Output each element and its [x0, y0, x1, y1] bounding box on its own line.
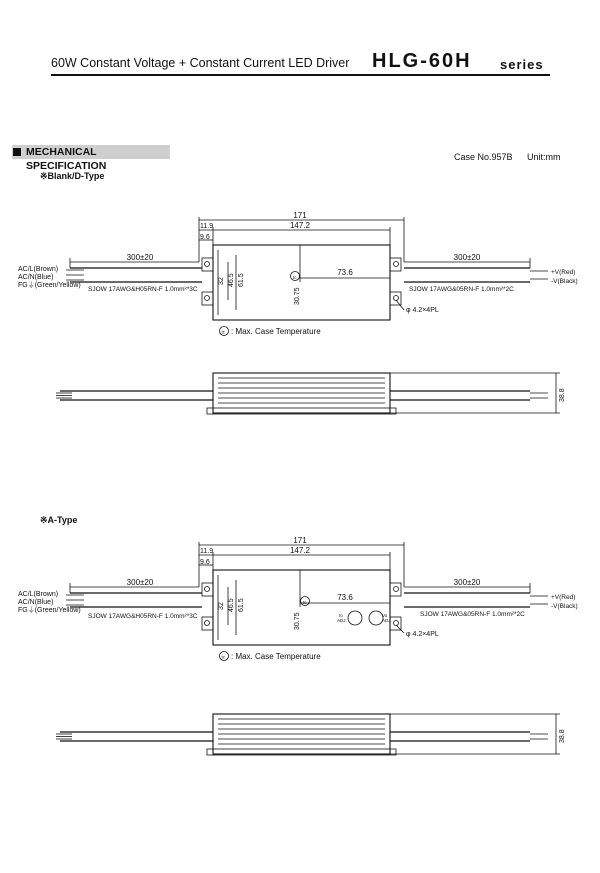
mounting-hole-spec: φ 4.2×4PL: [406, 307, 439, 314]
dim-height: 38.8: [559, 729, 566, 743]
dim-73-6: 73.6: [337, 593, 353, 602]
output-cable-spec: SJOW 17AWG&05RN-F 1.0mm²*2C: [409, 286, 514, 293]
dim-body-length: 147.2: [289, 221, 311, 230]
vo-adj-label-1: Vo: [382, 613, 388, 618]
blank-type-top-view: [0, 205, 600, 345]
wire-ac-l-label: AC/L(Brown): [18, 266, 59, 273]
tc-point-label: tc: [293, 275, 297, 280]
vo-adj-potentiometer-icon[interactable]: [369, 611, 383, 625]
header-rule: [51, 74, 550, 76]
io-adj-potentiometer-icon[interactable]: [348, 611, 362, 625]
dim-output-cable-length: 300±20: [453, 578, 481, 587]
series-label: series: [500, 57, 544, 72]
dim-end: 11.9: [200, 223, 214, 230]
dim-input-cable-length: 300±20: [126, 578, 154, 587]
a-type-label: ※A-Type: [40, 515, 78, 525]
io-adj-label-1: Io: [339, 613, 343, 618]
dim-body-length: 147.2: [289, 546, 311, 555]
model-name: HLG-60H: [372, 50, 472, 72]
dim-46-5: 46.5: [228, 598, 235, 612]
dim-32: 32: [218, 602, 225, 610]
output-negative-label: -V(Black): [551, 278, 578, 285]
case-number: Case No.957B: [454, 152, 513, 162]
dim-end: 11.9: [200, 548, 214, 555]
dim-height: 38.8: [559, 388, 566, 402]
dim-total-length: 171: [293, 536, 307, 545]
section-bullet-icon: [13, 148, 21, 156]
dim-hole-spacing: 9.6: [200, 234, 210, 241]
dim-output-cable-length: 300±20: [453, 253, 481, 262]
section-title: MECHANICAL SPECIFICATION: [12, 145, 170, 159]
input-cable-spec: SJOW 17AWG&H05RN-F 1.0mm²*3C: [88, 613, 198, 620]
output-positive-label: +V(Red): [551, 594, 576, 601]
wire-ac-n-label: AC/N(Blue): [18, 274, 54, 281]
dim-61-5: 61.5: [238, 273, 245, 287]
vo-adj-label-2: ADJ.: [382, 618, 392, 623]
blank-type-side-view: [0, 365, 600, 425]
wire-ac-l-label: AC/L(Brown): [18, 591, 59, 598]
output-cable-spec: SJOW 17AWG&05RN-F 1.0mm²*2C: [420, 611, 525, 618]
wire-fg-label: FG⏚(Green/Yellow): [18, 282, 81, 289]
dim-73-6: 73.6: [337, 268, 353, 277]
dim-total-length: 171: [293, 211, 307, 220]
io-adj-label-2: ADJ.: [337, 618, 347, 623]
tc-legend-note: : Max. Case Temperature: [231, 327, 321, 336]
tc-legend-note: : Max. Case Temperature: [231, 652, 321, 661]
a-type-side-view: [0, 705, 600, 765]
output-positive-label: +V(Red): [551, 269, 576, 276]
dim-input-cable-length: 300±20: [126, 253, 154, 262]
dim-hole-spacing: 9.6: [200, 559, 210, 566]
wire-ac-n-label: AC/N(Blue): [18, 599, 54, 606]
wire-fg-label: FG⏚(Green/Yellow): [18, 607, 81, 614]
tc-point-label: tc: [303, 600, 307, 605]
dim-30-75: 30.75: [294, 612, 301, 630]
tc-legend-symbol: tc: [221, 654, 226, 660]
dim-32: 32: [218, 277, 225, 285]
input-cable-spec: SJOW 17AWG&H05RN-F 1.0mm²*3C: [88, 286, 198, 293]
dim-46-5: 46.5: [228, 273, 235, 287]
a-type-top-view: [0, 530, 600, 670]
tc-legend-symbol: tc: [221, 329, 226, 335]
dim-61-5: 61.5: [238, 598, 245, 612]
document-subtitle: 60W Constant Voltage + Constant Current LED Driver: [51, 56, 350, 70]
unit-label: Unit:mm: [527, 152, 561, 162]
mounting-hole-spec: φ 4.2×4PL: [406, 631, 439, 638]
dim-30-75: 30.75: [294, 287, 301, 305]
blank-type-label: ※Blank/D-Type: [40, 171, 105, 181]
output-negative-label: -V(Black): [551, 603, 578, 610]
